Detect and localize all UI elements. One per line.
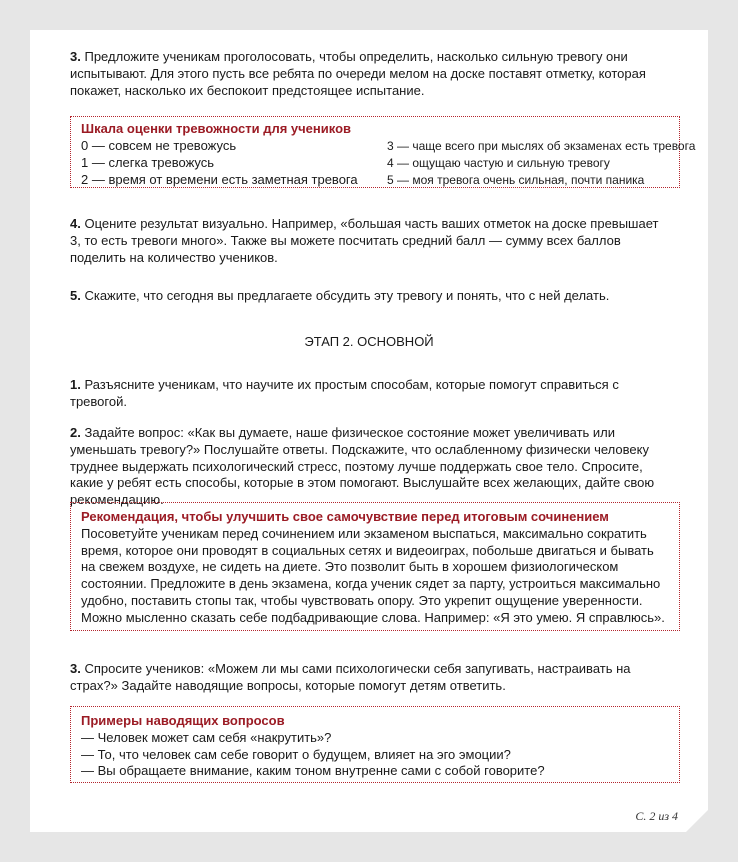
scale-item: 0 — совсем не тревожусь [81, 137, 237, 153]
question-item: — То, что человек сам себе говорит о будущем, влияет на эго эмоции? [81, 746, 511, 762]
box-title: Примеры наводящих вопросов [81, 713, 285, 728]
stage2-step2-paragraph [70, 425, 670, 509]
step-number: 5. [70, 288, 81, 303]
stage2-step3-paragraph [70, 661, 670, 695]
scale-item: 4 — ощущаю частую и сильную тревогу [387, 155, 610, 170]
stage2-step1-paragraph [70, 377, 670, 411]
anxiety-scale-box [70, 116, 696, 188]
question-item: — Человек может сам себя «накрутить»? [81, 729, 332, 745]
box-title: Рекомендация, чтобы улучшить свое самочувствие перед итоговым сочинением [81, 509, 609, 524]
scale-left-column [81, 138, 387, 189]
step-number: 4. [70, 216, 81, 231]
guiding-questions-box [70, 706, 680, 783]
question-item: — Вы обращаете внимание, каким тоном внутренне сами с собой говорите? [81, 763, 545, 779]
step-number: 2. [70, 425, 81, 440]
scale-item: 2 — время от времени есть заметная тревога [81, 171, 358, 187]
step4-paragraph [70, 216, 670, 266]
step5-paragraph [70, 288, 670, 305]
step-number: 3. [70, 49, 81, 64]
step-text: Предложите ученикам проголосовать, чтобы определить, насколько сильную тревогу они испытывают. Для этого пусть все ребята по очереди мелом на доске поставят отметку, которая покажет, насколько их беспокоит предстоящее испытание. [70, 49, 646, 98]
step-number: 1. [70, 377, 81, 392]
step-number: 3. [70, 661, 81, 676]
box-title: Шкала оценки тревожности для учеников [81, 121, 352, 136]
document-page [30, 30, 708, 832]
page-fold-corner [686, 810, 708, 832]
scale-item: 3 — чаще всего при мыслях об экзаменах есть тревога [387, 138, 696, 153]
step3-vote-paragraph [70, 49, 670, 99]
stage-title: ЭТАП 2. ОСНОВНОЙ [304, 334, 434, 349]
scale-item: 1 — слегка тревожусь [81, 154, 215, 170]
recommendation-box [70, 502, 680, 631]
page-number: С. 2 из 4 [635, 809, 678, 823]
step-text: Разъясните ученикам, что научите их простым способам, которые помогут справиться с тревогой. [70, 377, 619, 409]
step-text: Спросите учеников: «Можем ли мы сами психологически себя запугивать, настраивать на страх?» Задайте наводящие вопросы, которые помогут детям ответить. [70, 661, 631, 693]
step-text: Скажите, что сегодня вы предлагаете обсудить эту тревогу и понять, что с ней делать. [84, 288, 610, 303]
scale-item: 5 — моя тревога очень сильная, почти паника [387, 172, 645, 187]
scale-right-column [387, 138, 695, 189]
step-text: Задайте вопрос: «Как вы думаете, наше физическое состояние может увеличивать или уменьшать тревогу?» Послушайте ответы. Подскажите, что ослабленному физически человеку труднее выдержать психологический стресс, поэтому лучше поддержать свое тело. Спросите, какие у ребят есть способы, которые в этом помогают. Выслушайте всех желающих, дайте свою рекомендацию. [70, 425, 655, 508]
scale-columns [81, 137, 696, 189]
recommendation-text: Посоветуйте ученикам перед сочинением или экзаменом выспаться, максимально сократить время, которое они проводят в социальных сетях и видеоиграх, побольше двигаться и бывать на свежем воздухе, не сидеть на диете. Это позволит быть в хорошем физиологическом состоянии. Предложите в день экзамена, когда ученик сядет за парту, устроиться максимально удобно, поставить стопы так, чтобы чувствовать опору. Это укрепит ощущение уверенности. Можно мысленно сказать себе подбадривающие слова. Например: «Я это умею. Я справлюсь». [81, 525, 665, 625]
step-text: Оцените результат визуально. Например, «большая часть ваших отметок на доске превышает 3, то есть тревоги много». Также вы можете посчитать средний балл — сумму всех баллов поделить на количество учеников. [70, 216, 659, 265]
